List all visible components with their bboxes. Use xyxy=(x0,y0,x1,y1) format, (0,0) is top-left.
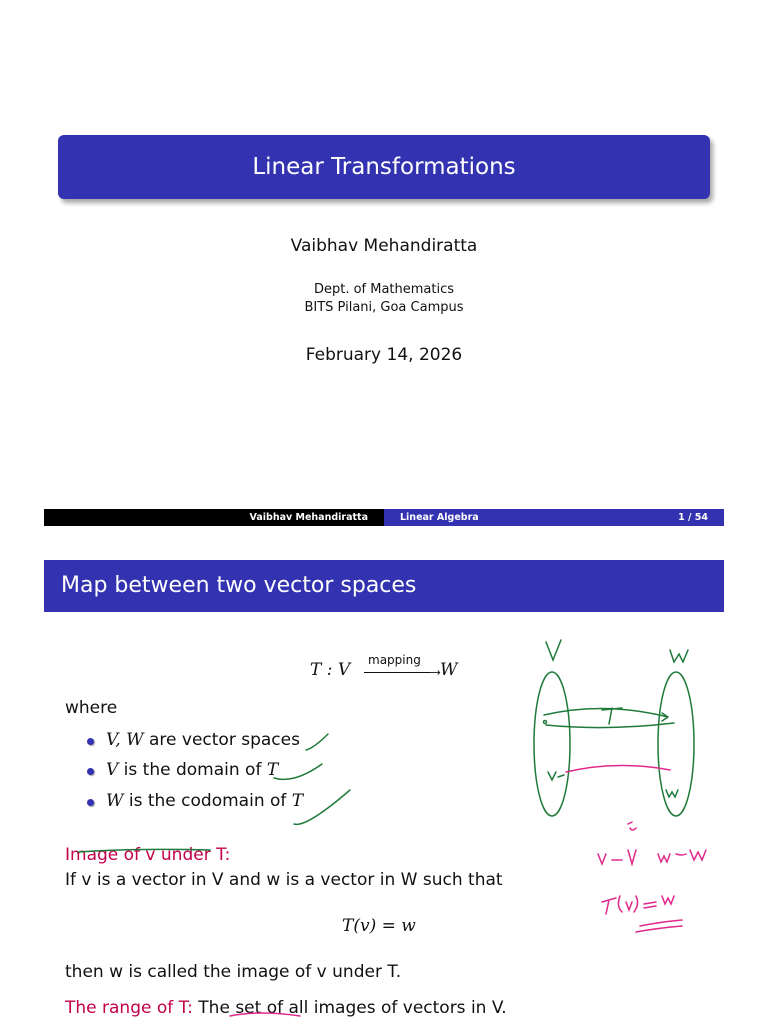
Tv-note xyxy=(602,896,674,914)
image-sentence: If v is a vector in V and w is a vector in W such that xyxy=(65,870,503,890)
checkmark-1 xyxy=(306,734,328,750)
oval-V xyxy=(534,672,570,816)
pink-arc xyxy=(566,765,670,772)
presentation-title: Linear Transformations xyxy=(252,154,516,180)
underline-v-under xyxy=(78,849,210,852)
where-label: where xyxy=(65,698,118,718)
image-heading: Image of v under T: xyxy=(65,845,231,865)
presentation-title-box xyxy=(58,135,710,199)
vinV-note xyxy=(598,850,636,864)
range-underline xyxy=(230,1013,300,1016)
mapping-lhs: T : V xyxy=(310,660,351,680)
v-in-oval xyxy=(548,772,564,780)
checkmark-3 xyxy=(294,790,350,824)
W-letter xyxy=(670,650,688,662)
footer-page-number: 1 / 54 xyxy=(678,512,708,523)
image-equation: T(v) = w xyxy=(342,916,416,936)
line-lower xyxy=(546,723,674,728)
footer-author: Vaibhav Mehandiratta xyxy=(44,509,384,526)
st-note xyxy=(628,822,636,830)
range-text: The set of all images of vectors in V. xyxy=(198,998,507,1018)
image-conclusion: then w is called the image of v under T. xyxy=(65,962,402,982)
range-heading: The range of T: xyxy=(65,998,193,1018)
mapping-rhs: W xyxy=(440,660,458,680)
point-dot xyxy=(544,721,547,724)
V-letter xyxy=(546,640,561,660)
Tv-underline-1 xyxy=(640,920,682,926)
checkmark-2 xyxy=(274,764,322,779)
bullet-3: W is the codomain of T xyxy=(106,791,304,811)
slide-footer xyxy=(44,509,724,526)
winW-note xyxy=(658,850,706,862)
mapping-arrow-head: ⟶ xyxy=(425,666,441,679)
bullet-1: V, W are vector spaces xyxy=(106,730,300,750)
author-name: Vaibhav Mehandiratta xyxy=(290,236,478,256)
content-slide xyxy=(0,532,768,1024)
T-label xyxy=(602,708,622,724)
frame-title: Map between two vector spaces xyxy=(44,560,724,612)
institute-line-2: BITS Pilani, Goa Campus xyxy=(304,300,464,315)
handwritten-annotations xyxy=(0,532,768,1024)
bullet-2: V is the domain of T xyxy=(106,760,279,780)
mapping-label: mapping xyxy=(368,653,421,667)
Tv-underline-2 xyxy=(636,926,682,932)
presentation-date: February 14, 2026 xyxy=(305,345,463,365)
w-in-oval xyxy=(666,790,678,797)
footer-title-bar xyxy=(384,509,724,526)
institute-line-1: Dept. of Mathematics xyxy=(313,282,455,297)
footer-title: Linear Algebra xyxy=(400,512,479,523)
